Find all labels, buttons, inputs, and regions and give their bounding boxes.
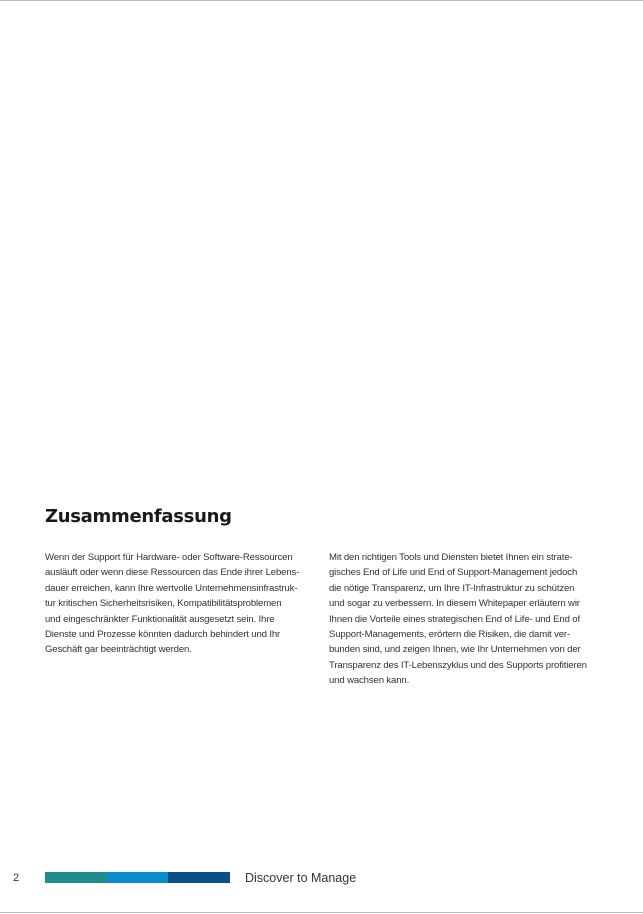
section-heading: Zusammenfassung — [45, 506, 232, 527]
text-line: Transparenz des IT-Lebenszyklus und des Supports profitieren — [329, 659, 587, 671]
text-line: Dienste und Prozesse könnten dadurch behindert und Ihr — [45, 629, 281, 641]
color-bar-segment-teal — [45, 872, 107, 883]
text-line: gisches End of Life und End of Support-Management jedoch — [329, 567, 578, 579]
text-line: Support-Managements, erörtern die Risiken, die damit ver- — [329, 629, 571, 641]
summary-left-column — [45, 550, 315, 658]
text-line: ausläuft oder wenn diese Ressourcen das Ende ihrer Lebens- — [45, 567, 300, 579]
text-line: Wenn der Support für Hardware- oder Software-Ressourcen — [45, 552, 293, 563]
summary-right-paragraph — [329, 550, 604, 689]
text-line: bunden sind, und zeigen Ihnen, wie Ihr Unternehmen von der — [329, 644, 581, 656]
text-line: Geschäft gar beeinträchtigt werden. — [45, 644, 192, 656]
footer-color-bar — [45, 872, 230, 883]
page-number: 2 — [13, 872, 20, 884]
bottom-rule — [0, 912, 643, 913]
text-line: und sogar zu verbessern. In diesem Whitepaper erläutern wir — [329, 598, 580, 610]
summary-left-paragraph — [45, 550, 315, 658]
color-bar-segment-blue — [107, 872, 169, 883]
text-line: die nötige Transparenz, um Ihre IT-Infrastruktur zu schützen — [329, 582, 575, 594]
text-line: dauer erreichen, kann Ihre wertvolle Unternehmensinfrastruk- — [45, 582, 298, 594]
text-line: und eingeschränkter Funktionalität ausgesetzt sein. Ihre — [45, 613, 275, 625]
text-line: Mit den richtigen Tools und Diensten bietet Ihnen ein strate- — [329, 552, 573, 563]
text-line: Ihnen die Vorteile eines strategischen End of Life- und End of — [329, 613, 580, 625]
text-line: und wachsen kann. — [329, 675, 410, 687]
summary-right-column — [329, 550, 604, 689]
text-line: tur kritischen Sicherheitsrisiken, Kompatibilitätsproblemen — [45, 598, 282, 610]
top-rule — [0, 0, 643, 1]
footer-brand-text: Discover to Manage — [245, 871, 357, 885]
color-bar-segment-navy — [168, 872, 230, 883]
